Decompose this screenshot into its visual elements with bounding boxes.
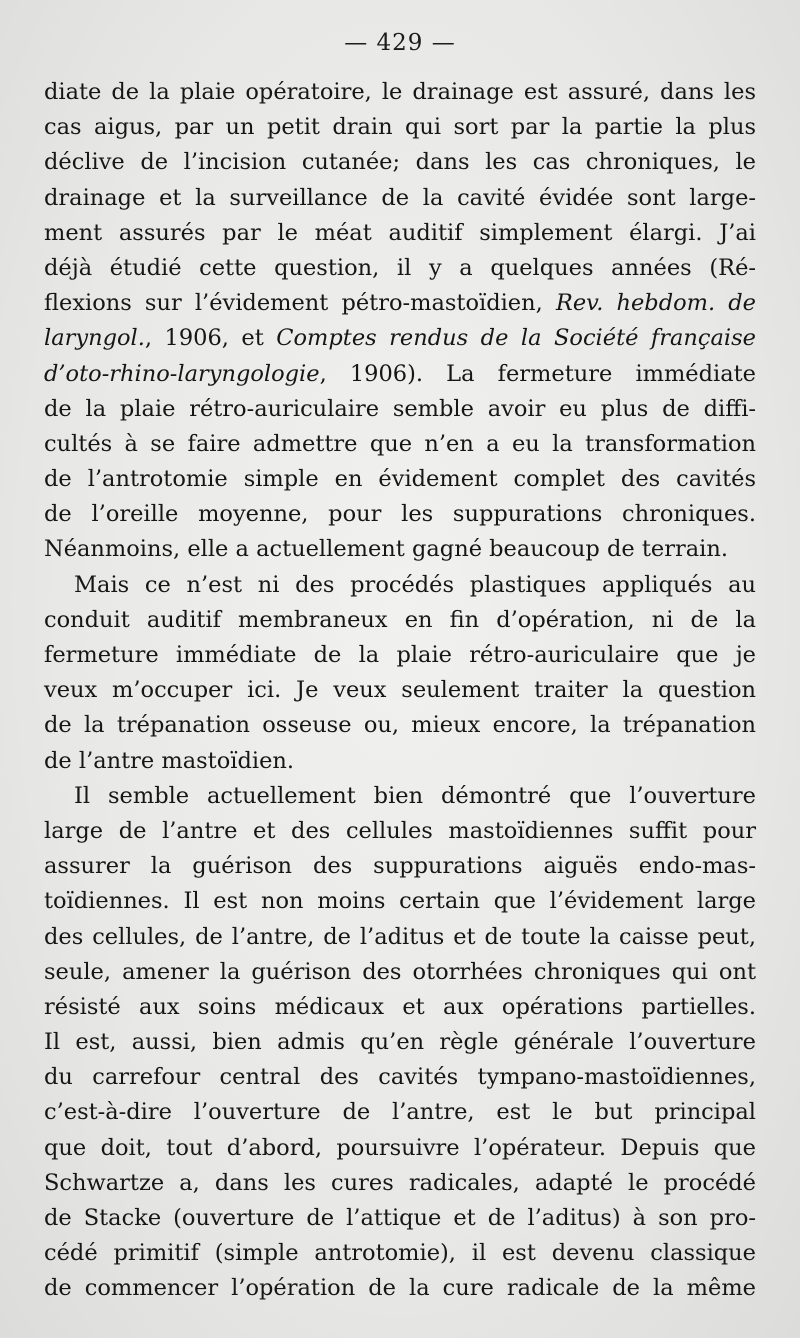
text-line: de l’antrotomie simple en évidement complet des cavités	[44, 466, 756, 493]
text-line	[44, 321, 756, 356]
body-text	[44, 75, 756, 1307]
text-line: Il semble actuellement bien démontré que l’ouverture	[74, 782, 756, 809]
text-line: conduit auditif membraneux en fin d’opération, ni de la	[44, 606, 756, 633]
text-line: cas aigus, par un petit drain qui sort par la partie la plus	[44, 114, 756, 141]
text-line	[44, 286, 756, 321]
text-line	[44, 357, 756, 392]
text-segment: flexions sur l’évidement pétro-mastoïdien,	[44, 290, 556, 317]
text-line: que doit, tout d’abord, poursuivre l’opérateur. Depuis que	[44, 1134, 756, 1161]
text-line: résisté aux soins médicaux et aux opérations partielles.	[44, 993, 756, 1020]
publication-title: Comptes rendus de la Société française	[276, 325, 756, 352]
text-line: de la trépanation osseuse ou, mieux encore, la trépanation	[44, 712, 756, 739]
publication-title: d’oto-rhino-laryngologie	[44, 360, 320, 387]
text-line: toïdiennes. Il est non moins certain que l’évidement large	[44, 888, 756, 915]
text-line: Schwartze a, dans les cures radicales, adapté le procédé	[44, 1169, 756, 1196]
text-line: cultés à se faire admettre que n’en a eu la transformation	[44, 430, 756, 457]
page-number: — 429 —	[344, 30, 456, 56]
text-line: ment assurés par le méat auditif simplement élargi. J’ai	[44, 219, 756, 246]
text-line: déjà étudié cette question, il y a quelques années (Ré-	[44, 254, 756, 281]
text-line: de l’antre mastoïdien.	[44, 747, 295, 774]
text-segment: , 1906). La fermeture immédiate	[319, 360, 756, 387]
text-line: déclive de l’incision cutanée; dans les cas chroniques, le	[44, 149, 756, 176]
text-line: Mais ce n’est ni des procédés plastiques appliqués au	[74, 571, 756, 598]
text-line: cédé primitif (simple antrotomie), il est devenu classique	[44, 1240, 756, 1267]
text-line: des cellules, de l’antre, de l’aditus et de toute la caisse peut,	[44, 923, 756, 950]
text-line: drainage et la surveillance de la cavité évidée sont large-	[44, 184, 756, 211]
text-line: c’est-à-dire l’ouverture de l’antre, est le but principal	[44, 1099, 756, 1126]
text-line: de l’oreille moyenne, pour les suppurations chroniques.	[44, 501, 756, 528]
text-line: de la plaie rétro-auriculaire semble avoir eu plus de diffi-	[44, 395, 756, 422]
text-line: du carrefour central des cavités tympano-mastoïdiennes,	[44, 1064, 756, 1091]
text-line: de Stacke (ouverture de l’attique et de l’aditus) à son pro-	[44, 1205, 756, 1231]
text-line: fermeture immédiate de la plaie rétro-auriculaire que je	[44, 642, 756, 668]
journal-title: laryngol.	[44, 325, 145, 352]
text-line: large de l’antre et des cellules mastoïdiennes suffit pour	[44, 817, 756, 844]
journal-title: Rev. hebdom. de	[555, 290, 756, 317]
text-line: Il est, aussi, bien admis qu’en règle générale l’ouverture	[44, 1029, 756, 1056]
text-line: Néanmoins, elle a actuellement gagné beaucoup de terrain.	[44, 536, 728, 563]
text-line: seule, amener la guérison des otorrhées chroniques qui ont	[44, 958, 756, 985]
text-line: de commencer l’opération de la cure radicale de la même	[44, 1275, 756, 1302]
text-line: diate de la plaie opératoire, le drainage est assuré, dans les	[44, 79, 756, 105]
text-line: veux m’occuper ici. Je veux seulement traiter la question	[44, 677, 756, 704]
text-segment: , 1906, et	[144, 325, 277, 352]
text-line: assurer la guérison des suppurations aiguës endo-mas-	[44, 853, 756, 880]
